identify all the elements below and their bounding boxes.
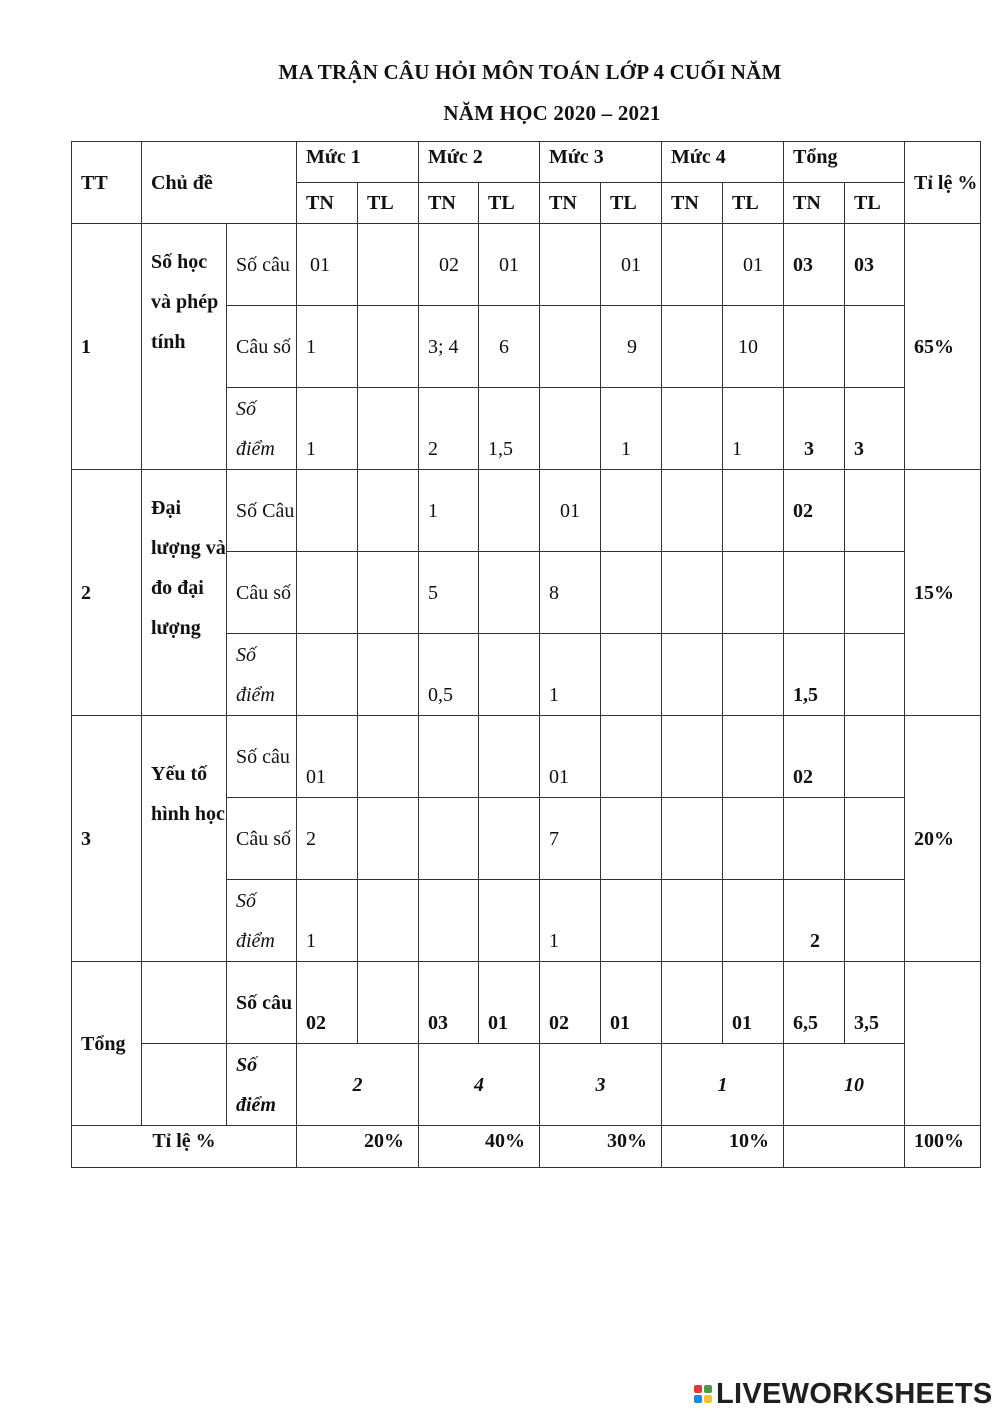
- cell: [479, 716, 540, 798]
- section-topic: Yếu tố hình học: [142, 716, 227, 962]
- cell: [601, 470, 662, 552]
- cell: [358, 552, 419, 634]
- cell: [601, 634, 662, 716]
- cell: [358, 716, 419, 798]
- cell: [723, 716, 784, 798]
- cell: [723, 634, 784, 716]
- cell: [358, 880, 419, 962]
- cell: 1: [601, 388, 662, 470]
- cell: 1: [297, 880, 358, 962]
- school-year-title: NĂM HỌC 2020 – 2021: [443, 101, 661, 125]
- ratio-level-2: 40%: [419, 1126, 540, 1168]
- total-topic-empty: [142, 962, 227, 1044]
- cell: 2: [419, 388, 479, 470]
- cell: 1: [723, 388, 784, 470]
- cell: 1: [297, 388, 358, 470]
- cell: [358, 634, 419, 716]
- ratio-level-4: 10%: [662, 1126, 784, 1168]
- cell: [662, 634, 723, 716]
- cell: 02: [540, 962, 601, 1044]
- cell: 3; 4: [419, 306, 479, 388]
- cell: [479, 470, 540, 552]
- row-label-so-diem: Số điểm: [227, 1044, 297, 1126]
- row-label-so-diem: Số điểm: [227, 388, 297, 470]
- logo-grid-icon: [694, 1385, 712, 1403]
- cell: 01: [723, 962, 784, 1044]
- cell: [845, 880, 905, 962]
- cell: 10: [723, 306, 784, 388]
- cell: 7: [540, 798, 601, 880]
- cell: 0,5: [419, 634, 479, 716]
- cell: [662, 880, 723, 962]
- cell: [358, 388, 419, 470]
- cell: 02: [784, 716, 845, 798]
- row-label-cau-so: Câu số: [227, 306, 297, 388]
- cell: [662, 716, 723, 798]
- cell: [662, 306, 723, 388]
- section-topic: Số học và phép tính: [142, 224, 227, 470]
- cell: [358, 306, 419, 388]
- section-topic: Đại lượng và đo đại lượng: [142, 470, 227, 716]
- cell: [419, 716, 479, 798]
- cell: [601, 716, 662, 798]
- cell: [601, 880, 662, 962]
- cell: 03: [845, 224, 905, 306]
- cell: 3: [784, 388, 845, 470]
- ratio-level-1: 20%: [297, 1126, 419, 1168]
- header-topic: Chủ đề: [142, 142, 297, 224]
- cell: 01: [540, 470, 601, 552]
- header-tn: TN: [297, 183, 358, 224]
- cell: [540, 388, 601, 470]
- cell: 1: [540, 634, 601, 716]
- ratio-level-3: 30%: [540, 1126, 662, 1168]
- row-label-cau-so: Câu số: [227, 798, 297, 880]
- total-points-level-3: 3: [540, 1044, 662, 1126]
- header-tn: TN: [419, 183, 479, 224]
- cell: 3: [845, 388, 905, 470]
- cell: [479, 552, 540, 634]
- row-label-so-diem: Số điểm: [227, 634, 297, 716]
- section-ratio: 65%: [905, 224, 981, 470]
- cell: 03: [419, 962, 479, 1044]
- cell: [723, 798, 784, 880]
- ratio-row-label: Tỉ lệ %: [72, 1126, 297, 1168]
- cell: 9: [601, 306, 662, 388]
- cell: 01: [723, 224, 784, 306]
- row-label-so-cau: Số Câu: [227, 470, 297, 552]
- cell: 1: [297, 306, 358, 388]
- cell: 01: [297, 716, 358, 798]
- cell: 02: [784, 470, 845, 552]
- section-tt: 1: [72, 224, 142, 470]
- cell: 01: [297, 224, 358, 306]
- cell: [845, 306, 905, 388]
- cell: 02: [297, 962, 358, 1044]
- cell: [723, 552, 784, 634]
- ratio-overall: 100%: [905, 1126, 981, 1168]
- total-points-level-1: 2: [297, 1044, 419, 1126]
- row-label-so-cau: Số câu: [227, 224, 297, 306]
- row-label-so-cau: Số câu: [227, 962, 297, 1044]
- cell: 03: [784, 224, 845, 306]
- cell: 01: [601, 962, 662, 1044]
- cell: [479, 798, 540, 880]
- cell: [845, 634, 905, 716]
- cell: [662, 224, 723, 306]
- cell: [845, 716, 905, 798]
- header-tl: TL: [479, 183, 540, 224]
- cell: 1,5: [784, 634, 845, 716]
- cell: [723, 880, 784, 962]
- cell: 1: [540, 880, 601, 962]
- header-level-2: Mức 2: [419, 142, 540, 183]
- header-total: Tổng: [784, 142, 905, 183]
- header-tn: TN: [540, 183, 601, 224]
- section-ratio: 15%: [905, 470, 981, 716]
- cell: [540, 306, 601, 388]
- cell: 01: [540, 716, 601, 798]
- header-tt: TT: [72, 142, 142, 224]
- cell: [662, 962, 723, 1044]
- row-label-cau-so: Câu số: [227, 552, 297, 634]
- cell: [601, 798, 662, 880]
- total-label: Tổng: [72, 962, 142, 1126]
- row-label-so-cau: Số câu: [227, 716, 297, 798]
- cell: [297, 634, 358, 716]
- cell: [419, 798, 479, 880]
- section-tt: 2: [72, 470, 142, 716]
- cell: [845, 798, 905, 880]
- cell: 2: [784, 880, 845, 962]
- header-tn: TN: [784, 183, 845, 224]
- ratio-total: [784, 1126, 905, 1168]
- cell: [358, 962, 419, 1044]
- cell: 01: [601, 224, 662, 306]
- header-tl: TL: [723, 183, 784, 224]
- cell: [723, 470, 784, 552]
- cell: 01: [479, 962, 540, 1044]
- cell: 6,5: [784, 962, 845, 1044]
- header-ratio: Tỉ lệ %: [905, 142, 981, 224]
- cell: [845, 552, 905, 634]
- header-tl: TL: [601, 183, 662, 224]
- total-topic-empty: [142, 1044, 227, 1126]
- total-points-level-2: 4: [419, 1044, 540, 1126]
- cell: [601, 552, 662, 634]
- cell: 1,5: [479, 388, 540, 470]
- liveworksheets-logo: [694, 1374, 993, 1414]
- cell: [479, 880, 540, 962]
- total-ratio-empty: [905, 962, 981, 1126]
- cell: 02: [419, 224, 479, 306]
- cell: 3,5: [845, 962, 905, 1044]
- total-points-level-4: 1: [662, 1044, 784, 1126]
- cell: [297, 552, 358, 634]
- cell: [358, 224, 419, 306]
- header-level-1: Mức 1: [297, 142, 419, 183]
- logo-text: LIVEWORKSHEETS: [716, 1377, 993, 1410]
- header-tn: TN: [662, 183, 723, 224]
- cell: 1: [419, 470, 479, 552]
- cell: [358, 798, 419, 880]
- cell: [479, 634, 540, 716]
- cell: [845, 470, 905, 552]
- cell: [784, 798, 845, 880]
- cell: [662, 798, 723, 880]
- cell: 5: [419, 552, 479, 634]
- cell: [784, 306, 845, 388]
- section-tt: 3: [72, 716, 142, 962]
- cell: [662, 388, 723, 470]
- header-level-4: Mức 4: [662, 142, 784, 183]
- cell: [784, 552, 845, 634]
- cell: 6: [479, 306, 540, 388]
- header-tl: TL: [358, 183, 419, 224]
- cell: [540, 224, 601, 306]
- header-tl: TL: [845, 183, 905, 224]
- cell: [419, 880, 479, 962]
- row-label-so-diem: Số điểm: [227, 880, 297, 962]
- cell: [662, 470, 723, 552]
- total-points-sum: 10: [784, 1044, 905, 1126]
- document-title: MA TRẬN CÂU HỎI MÔN TOÁN LỚP 4 CUỐI NĂM: [278, 60, 782, 84]
- cell: 01: [479, 224, 540, 306]
- cell: 2: [297, 798, 358, 880]
- cell: [358, 470, 419, 552]
- cell: 8: [540, 552, 601, 634]
- section-ratio: 20%: [905, 716, 981, 962]
- header-level-3: Mức 3: [540, 142, 662, 183]
- question-matrix-table: [71, 141, 981, 1168]
- cell: [297, 470, 358, 552]
- cell: [662, 552, 723, 634]
